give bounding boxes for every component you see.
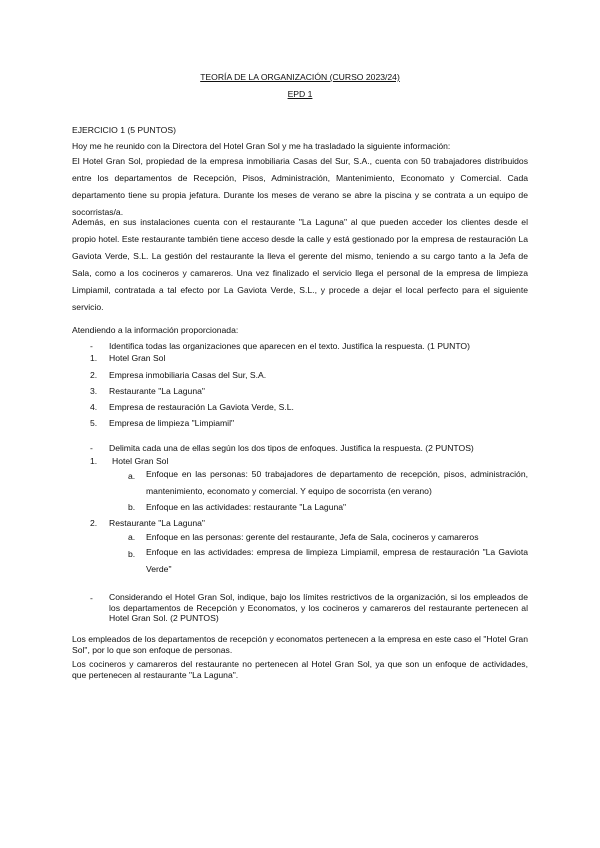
q1-item-label: Restaurante "La Laguna": [109, 386, 205, 396]
final-paragraph-2: Los cocineros y camareros del restaurante no pertenecen al Hotel Gran Sol, ya que son un enfoque de actividades, que pertenecen al restaurante "La Laguna".: [72, 659, 528, 680]
document-title: TEORÍA DE LA ORGANIZACIÓN (CURSO 2023/24): [200, 72, 400, 82]
q1-item-label: Empresa inmobiliaria Casas del Sur, S.A.: [109, 370, 267, 380]
q3-bullet: -: [90, 593, 93, 603]
q2-text: Delimita cada una de ellas según los dos tipos de enfoques. Justifica la respuesta. (2 PUNTOS): [109, 443, 474, 453]
exercise-paragraph-2: Además, en sus instalaciones cuenta con el restaurante "La Laguna" al que pueden acceder los clientes desde el propio hotel. Este restaurante también tiene acceso desde la calle y está gestionado por la empresa de restauración La Gaviota Verde, S.L. La gestión del restaurante la lleva el gerente del mismo, teniendo a su cargo tanto a la Jefa de Sala, como a los cocineros y camareros. Una vez finalizado el servicio llega el personal de la empresa de limpieza Limpiamil, contratada a tal efecto por La Gaviota Verde, S.L., y procede a dejar el local perfecto para el siguiente servicio.: [72, 217, 528, 313]
q2-group2-b-text: Enfoque en las actividades: empresa de limpieza Limpiamil, empresa de restauración "La Gaviota Verde": [146, 547, 528, 574]
document-subtitle: EPD 1: [287, 89, 313, 99]
exercise-heading: EJERCICIO 1 (5 PUNTOS): [72, 125, 176, 135]
answers-lead: Atendiendo a la información proporcionada:: [72, 325, 239, 335]
q2-group2-a-mark: a.: [128, 532, 136, 542]
q2-group1-a-mark: a.: [128, 471, 136, 481]
q2-group2-a-text: Enfoque en las personas: gerente del restaurante, Jefa de Sala, cocineros y camareros: [146, 532, 479, 542]
q2-group1-b-text: Enfoque en las actividades: restaurante "La Laguna": [146, 502, 347, 512]
q2-group2-b-mark: b.: [128, 549, 136, 559]
q1-item-num: 5.: [90, 418, 98, 428]
q1-item-num: 3.: [90, 386, 98, 396]
q3-text: Considerando el Hotel Gran Sol, indique, bajo los límites restrictivos de la organización, si los empleados de los departamentos de Recepción y Economatos, y los cocineros y camareros del restaurante pertenecen al Hotel Gran Sol. (2 PUNTOS): [109, 592, 528, 624]
q1-bullet: -: [90, 341, 93, 351]
q1-item-label: Empresa de restauración La Gaviota Verde, S.L.: [109, 402, 294, 412]
q1-text: Identifica todas las organizaciones que aparecen en el texto. Justifica la respuesta. (1 PUNTO): [109, 341, 470, 351]
q1-item-num: 2.: [90, 370, 98, 380]
exercise-intro: Hoy me he reunido con la Directora del Hotel Gran Sol y me ha trasladado la siguiente información:: [72, 141, 451, 151]
q1-item-label: Hotel Gran Sol: [109, 353, 166, 363]
q2-group1-label: Hotel Gran Sol: [112, 456, 169, 466]
q2-group2-num: 2.: [90, 518, 98, 528]
q1-item-num: 1.: [90, 353, 98, 363]
q2-group1-num: 1.: [90, 456, 98, 466]
final-paragraph-1: Los empleados de los departamentos de recepción y economatos pertenecen a la empresa en este caso el "Hotel Gran Sol", por lo que son enfoque de personas.: [72, 634, 528, 655]
q2-group1-a-text: Enfoque en las personas: 50 trabajadores de departamento de recepción, pisos, administración, mantenimiento, economato y comercial. Y equipo de socorrista (en verano): [146, 469, 528, 496]
q2-group1-b-mark: b.: [128, 502, 136, 512]
q2-group2-label: Restaurante "La Laguna": [109, 518, 205, 528]
exercise-paragraph-1: El Hotel Gran Sol, propiedad de la empresa inmobiliaria Casas del Sur, S.A., cuenta con 50 trabajadores distribuidos entre los departamentos de Recepción, Pisos, Administración, Mantenimiento, Economato y Comercial. Cada departamento tiene su propia jefatura. Durante los meses de verano se abre la piscina y se contrata a un equipo de socorristas/a.: [72, 156, 528, 218]
q1-item-num: 4.: [90, 402, 98, 412]
q1-item-label: Empresa de limpieza "Limpiamil": [109, 418, 235, 428]
q2-bullet: -: [90, 443, 93, 453]
